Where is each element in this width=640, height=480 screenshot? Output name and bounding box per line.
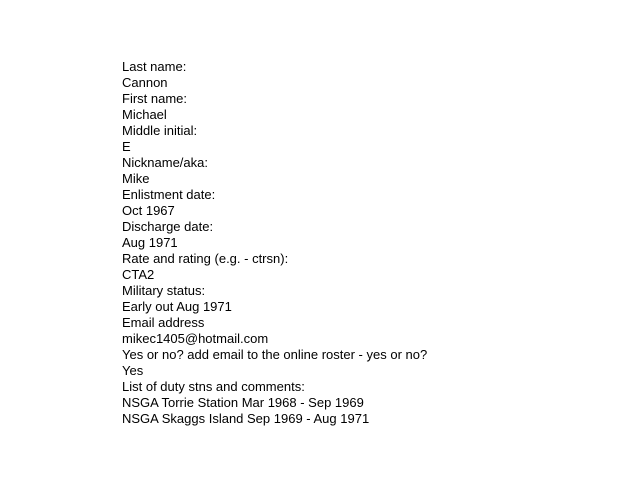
first-name-label: First name:: [122, 91, 188, 106]
middle-initial-label: Middle initial:: [122, 123, 198, 138]
last-name-label: Last name:: [122, 59, 187, 74]
discharge-date-label: Discharge date:: [122, 219, 214, 234]
duty-stations-label: List of duty stns and comments:: [122, 379, 305, 394]
rate-rating-value: CTA2: [122, 267, 155, 282]
last-name-value: Cannon: [122, 75, 168, 90]
roster-label: Yes or no? add email to the online roster - yes or no?: [122, 347, 428, 362]
military-status-label: Military status:: [122, 283, 206, 298]
duty-station-item: NSGA Torrie Station Mar 1968 - Sep 1969: [122, 395, 364, 410]
email-label: Email address: [122, 315, 205, 330]
rate-rating-label: Rate and rating (e.g. - ctrsn):: [122, 251, 289, 266]
enlistment-date-value: Oct 1967: [122, 203, 175, 218]
military-status-value: Early out Aug 1971: [122, 299, 232, 314]
roster-value: Yes: [122, 363, 144, 378]
nickname-value: Mike: [122, 171, 150, 186]
nickname-label: Nickname/aka:: [122, 155, 208, 170]
enlistment-date-label: Enlistment date:: [122, 187, 216, 202]
middle-initial-value: E: [122, 139, 131, 154]
email-value: mikec1405@hotmail.com: [122, 331, 269, 346]
first-name-value: Michael: [122, 107, 167, 122]
discharge-date-value: Aug 1971: [122, 235, 178, 250]
duty-station-item: NSGA Skaggs Island Sep 1969 - Aug 1971: [122, 411, 370, 426]
member-record: [122, 59, 622, 427]
